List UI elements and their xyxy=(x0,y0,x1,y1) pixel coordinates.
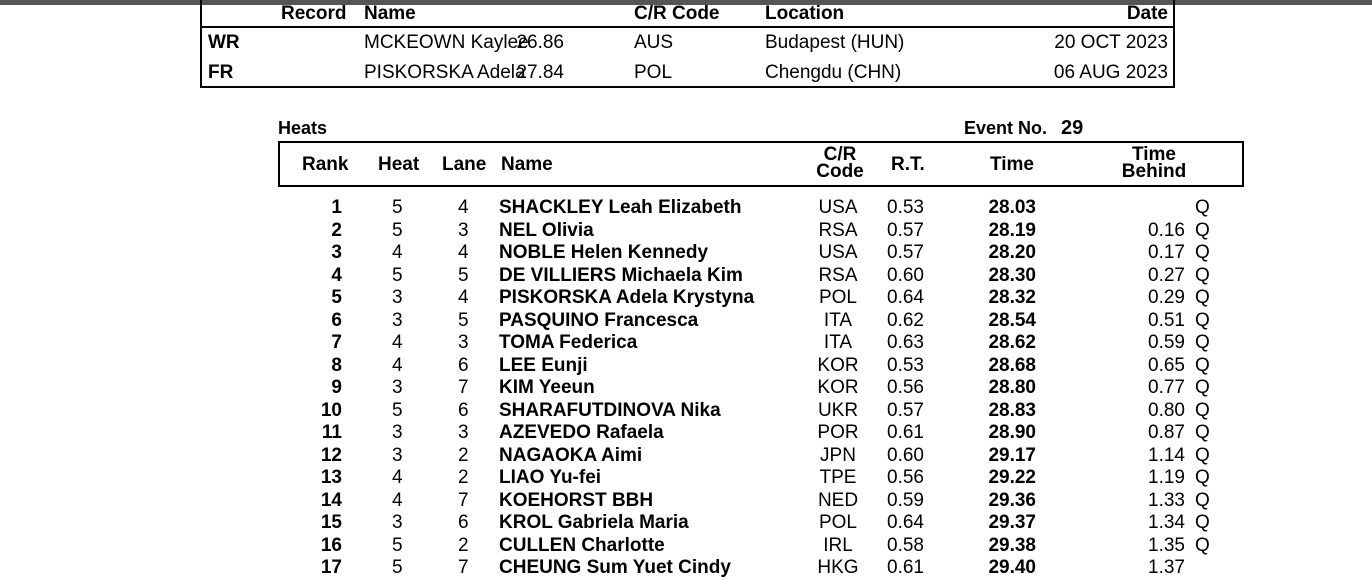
result-time: 28.03 xyxy=(988,197,1036,218)
result-lane: 2 xyxy=(458,534,469,556)
result-lane: 4 xyxy=(458,287,469,308)
header-time: Time xyxy=(989,154,1034,175)
result-time-behind: 0.16 xyxy=(1148,219,1185,241)
result-time: 29.17 xyxy=(988,444,1036,466)
result-reaction-time: 0.56 xyxy=(887,377,924,398)
result-name: AZEVEDO Rafaela xyxy=(499,422,664,443)
result-cr-code: USA xyxy=(818,197,858,218)
record-code: WR xyxy=(208,32,240,53)
result-cr-code: KOR xyxy=(817,354,859,376)
table-row xyxy=(278,265,1244,288)
result-name: DE VILLIERS Michaela Kim xyxy=(499,264,743,286)
result-qualified: Q xyxy=(1195,489,1210,511)
result-time: 29.36 xyxy=(988,489,1036,511)
record-code: FR xyxy=(208,62,234,83)
result-heat: 5 xyxy=(392,399,403,421)
result-cr-code: TPE xyxy=(819,467,857,488)
result-qualified: Q xyxy=(1195,534,1210,556)
event-number-value: 29 xyxy=(1061,117,1084,139)
table-row xyxy=(278,557,1244,580)
result-rank: 4 xyxy=(331,264,342,286)
result-time: 28.20 xyxy=(988,242,1036,263)
result-cr-code: UKR xyxy=(817,399,859,421)
result-time-behind: 1.35 xyxy=(1148,534,1185,556)
result-time-behind: 0.29 xyxy=(1148,287,1185,308)
result-qualified: Q xyxy=(1195,309,1210,331)
result-heat: 4 xyxy=(392,332,403,353)
result-cr-code: POL xyxy=(818,287,858,308)
header-rank: Rank xyxy=(302,154,349,175)
result-time: 29.22 xyxy=(988,467,1036,488)
result-rank: 7 xyxy=(331,332,342,353)
result-lane: 3 xyxy=(458,332,469,353)
result-qualified: Q xyxy=(1195,287,1210,308)
result-cr-code: HKG xyxy=(817,557,859,578)
table-row xyxy=(278,400,1244,423)
result-qualified: Q xyxy=(1195,354,1210,376)
record-date: 06 AUG 2023 xyxy=(1053,62,1168,83)
result-heat: 4 xyxy=(392,467,403,488)
result-heat: 5 xyxy=(392,197,403,218)
result-heat: 5 xyxy=(392,557,403,578)
result-rank: 13 xyxy=(320,467,342,488)
result-qualified: Q xyxy=(1195,512,1210,533)
result-heat: 3 xyxy=(392,512,403,533)
result-reaction-time: 0.57 xyxy=(887,219,924,241)
result-reaction-time: 0.63 xyxy=(887,332,924,353)
result-name: NAGAOKA Aimi xyxy=(499,444,643,466)
table-row xyxy=(278,197,1244,220)
result-reaction-time: 0.64 xyxy=(887,512,924,533)
result-cr-code: RSA xyxy=(818,219,858,241)
result-rank: 15 xyxy=(320,512,342,533)
result-cr-code: RSA xyxy=(818,264,858,286)
result-heat: 4 xyxy=(392,242,403,263)
header-behind-line1: Time xyxy=(1131,144,1176,165)
result-reaction-time: 0.58 xyxy=(887,534,924,556)
header-lane: Lane xyxy=(442,154,487,175)
results-list xyxy=(278,197,1244,580)
header-rt: R.T. xyxy=(891,154,925,175)
result-reaction-time: 0.56 xyxy=(887,467,924,488)
header-behind-line2: Behind xyxy=(1121,161,1187,182)
result-qualified: Q xyxy=(1195,444,1210,466)
record-row-fr xyxy=(202,59,1174,89)
header-cr-code: C/R Code xyxy=(634,3,720,24)
table-row xyxy=(278,490,1244,513)
result-time: 29.38 xyxy=(988,534,1036,556)
result-cr-code: ITA xyxy=(823,309,853,331)
result-cr-code: USA xyxy=(818,242,858,263)
result-qualified: Q xyxy=(1195,264,1210,286)
result-name: SHACKLEY Leah Elizabeth xyxy=(499,197,742,218)
header-cr-code xyxy=(814,146,866,180)
result-heat: 5 xyxy=(392,534,403,556)
result-time-behind: 0.80 xyxy=(1148,399,1185,421)
table-row xyxy=(278,377,1244,400)
result-heat: 4 xyxy=(392,489,403,511)
result-cr-code: POL xyxy=(818,512,858,533)
result-rank: 9 xyxy=(331,377,342,398)
result-name: SHARAFUTDINOVA Nika xyxy=(499,399,721,421)
result-name: LEE Eunji xyxy=(499,354,588,376)
result-name: KIM Yeeun xyxy=(499,377,595,398)
result-reaction-time: 0.57 xyxy=(887,399,924,421)
table-row xyxy=(278,220,1244,243)
result-cr-code: NED xyxy=(817,489,859,511)
table-row xyxy=(278,445,1244,468)
record-location: Chengdu (CHN) xyxy=(765,62,902,83)
result-time-behind: 0.77 xyxy=(1148,377,1185,398)
result-lane: 6 xyxy=(458,399,469,421)
result-reaction-time: 0.61 xyxy=(887,557,924,578)
result-time-behind: 0.59 xyxy=(1148,332,1185,353)
result-rank: 14 xyxy=(320,489,342,511)
result-time-behind: 0.17 xyxy=(1148,242,1185,263)
result-rank: 5 xyxy=(331,287,342,308)
result-rank: 16 xyxy=(320,534,342,556)
result-qualified: Q xyxy=(1195,197,1210,218)
table-row xyxy=(278,242,1244,265)
result-time-behind: 1.37 xyxy=(1148,557,1185,578)
result-reaction-time: 0.53 xyxy=(887,354,924,376)
result-lane: 5 xyxy=(458,264,469,286)
result-time: 28.32 xyxy=(988,287,1036,308)
result-name: LIAO Yu-fei xyxy=(499,467,602,488)
result-qualified: Q xyxy=(1195,422,1210,443)
result-qualified: Q xyxy=(1195,219,1210,241)
result-cr-code: ITA xyxy=(823,332,853,353)
result-heat: 5 xyxy=(392,219,403,241)
result-heat: 3 xyxy=(392,287,403,308)
result-time-behind: 0.87 xyxy=(1148,422,1185,443)
result-lane: 4 xyxy=(458,242,469,263)
table-row xyxy=(278,535,1244,558)
heats-title: Heats xyxy=(278,118,328,138)
table-row xyxy=(278,310,1244,333)
result-lane: 5 xyxy=(458,309,469,331)
result-cr-code: IRL xyxy=(823,534,853,556)
record-row-wr xyxy=(202,29,1174,59)
result-lane: 7 xyxy=(458,557,469,578)
result-name: PISKORSKA Adela Krystyna xyxy=(499,287,755,308)
result-time-behind: 1.34 xyxy=(1148,512,1185,533)
result-time-behind: 1.33 xyxy=(1148,489,1185,511)
table-row xyxy=(278,422,1244,445)
record-location: Budapest (HUN) xyxy=(765,32,905,53)
result-name: TOMA Federica xyxy=(499,332,638,353)
result-rank: 1 xyxy=(331,197,342,218)
result-qualified: Q xyxy=(1195,332,1210,353)
result-time: 28.90 xyxy=(988,422,1036,443)
result-time: 28.68 xyxy=(988,354,1036,376)
header-location: Location xyxy=(765,3,845,24)
record-name: MCKEOWN Kaylee xyxy=(364,32,529,53)
result-heat: 4 xyxy=(392,354,403,376)
result-time-behind: 0.27 xyxy=(1148,264,1185,286)
result-time-behind: 0.51 xyxy=(1148,309,1185,331)
result-rank: 12 xyxy=(320,444,342,466)
result-time: 28.83 xyxy=(988,399,1036,421)
result-reaction-time: 0.59 xyxy=(887,489,924,511)
header-cr-line1: C/R xyxy=(823,144,857,165)
header-heat: Heat xyxy=(378,154,420,175)
result-time: 28.62 xyxy=(988,332,1036,353)
result-lane: 7 xyxy=(458,377,469,398)
result-name: KOEHORST BBH xyxy=(499,489,654,511)
result-reaction-time: 0.62 xyxy=(887,309,924,331)
header-cr-line2: Code xyxy=(816,161,864,182)
result-lane: 6 xyxy=(458,512,469,533)
event-number xyxy=(964,117,1083,140)
result-lane: 4 xyxy=(458,197,469,218)
result-qualified: Q xyxy=(1195,399,1210,421)
record-name: PISKORSKA Adela xyxy=(364,62,526,83)
result-heat: 3 xyxy=(392,444,403,466)
result-name: CHEUNG Sum Yuet Cindy xyxy=(499,557,731,578)
result-reaction-time: 0.64 xyxy=(887,287,924,308)
result-time: 29.37 xyxy=(988,512,1036,533)
table-row xyxy=(278,467,1244,490)
record-cr: AUS xyxy=(634,32,674,53)
result-reaction-time: 0.61 xyxy=(887,422,924,443)
result-heat: 3 xyxy=(392,309,403,331)
result-rank: 11 xyxy=(321,422,342,443)
result-rank: 6 xyxy=(331,309,342,331)
result-cr-code: JPN xyxy=(820,444,856,466)
result-reaction-time: 0.60 xyxy=(887,444,924,466)
result-time: 28.80 xyxy=(988,377,1036,398)
result-lane: 6 xyxy=(458,354,469,376)
table-row xyxy=(278,332,1244,355)
header-date: Date xyxy=(1126,3,1168,24)
result-lane: 3 xyxy=(458,219,469,241)
record-cr: POL xyxy=(634,62,673,83)
result-qualified: Q xyxy=(1195,242,1210,263)
result-heat: 3 xyxy=(392,422,403,443)
result-reaction-time: 0.60 xyxy=(887,264,924,286)
result-time-behind: 1.19 xyxy=(1148,467,1185,488)
table-row xyxy=(278,355,1244,378)
result-time: 28.30 xyxy=(988,264,1036,286)
table-row xyxy=(278,512,1244,535)
result-rank: 2 xyxy=(331,219,342,241)
table-row xyxy=(278,287,1244,310)
result-name: KROL Gabriela Maria xyxy=(499,512,689,533)
record-time: 27.84 xyxy=(516,62,564,83)
records-header xyxy=(202,0,1174,28)
record-time: 26.86 xyxy=(516,32,564,53)
result-name: NOBLE Helen Kennedy xyxy=(499,242,709,263)
records-table xyxy=(200,0,1175,88)
result-name: PASQUINO Francesca xyxy=(499,309,699,331)
result-reaction-time: 0.53 xyxy=(887,197,924,218)
header-time-behind xyxy=(1116,146,1192,180)
result-rank: 8 xyxy=(331,354,342,376)
result-lane: 7 xyxy=(458,489,469,511)
header-name: Name xyxy=(364,3,416,24)
result-qualified: Q xyxy=(1195,467,1210,488)
results-header xyxy=(278,141,1244,187)
result-time: 28.54 xyxy=(988,309,1036,331)
result-time: 29.40 xyxy=(988,557,1036,578)
result-heat: 5 xyxy=(392,264,403,286)
result-lane: 3 xyxy=(458,422,469,443)
result-lane: 2 xyxy=(458,444,469,466)
result-rank: 17 xyxy=(320,557,342,578)
result-name: NEL Olivia xyxy=(499,219,594,241)
result-rank: 10 xyxy=(320,399,342,421)
result-time-behind: 0.65 xyxy=(1148,354,1185,376)
result-reaction-time: 0.57 xyxy=(887,242,924,263)
result-cr-code: KOR xyxy=(817,377,859,398)
result-lane: 2 xyxy=(458,467,469,488)
result-name: CULLEN Charlotte xyxy=(499,534,665,556)
result-time-behind: 1.14 xyxy=(1148,444,1185,466)
result-heat: 3 xyxy=(392,377,403,398)
result-qualified: Q xyxy=(1195,377,1210,398)
header-name: Name xyxy=(501,154,553,175)
header-record: Record xyxy=(281,3,347,24)
record-date: 20 OCT 2023 xyxy=(1054,32,1168,53)
result-rank: 3 xyxy=(331,242,342,263)
result-time: 28.19 xyxy=(988,219,1036,241)
result-cr-code: POR xyxy=(817,422,859,443)
event-label: Event No. xyxy=(964,118,1048,138)
